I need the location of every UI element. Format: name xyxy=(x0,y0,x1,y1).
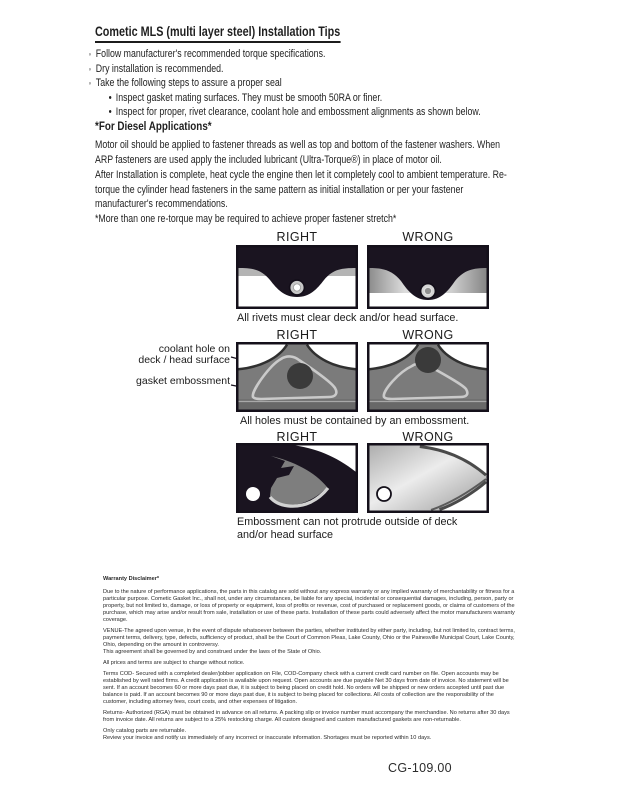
diagram-holes-right xyxy=(236,342,358,412)
returnable-line: Only catalog parts are returnable. xyxy=(103,728,187,734)
governing-law-line: This agreement shall be governed by and construed under the laws of the State of Ohio. xyxy=(103,649,322,655)
terms-paragraph: Terms COD- Secured with a completed dealer/jobber application on File, COD-Company check with a current credit card number on file. Open accounts may be established by well rated firms. A credit application is available upon request. Open accounts are due payable Net 30 days from date of invoice. No statement will be sent. If an account becomes 60 or more days past due, it is subject to being placed on credit hold. No orders will be shipped or new orders accepted until past due balance is paid. If an account becomes 90 or more days past due, it is subject to being placed for collections. All costs of collection are the responsibility of the customer, including attorney fees, court costs, and other expenses of litigation. xyxy=(103,671,509,705)
diagram-rivets-right xyxy=(236,245,358,309)
bullet-text: Dry installation is recommended. xyxy=(95,62,224,75)
caption-line: Embossment can not protrude outside of deck xyxy=(237,516,458,528)
sub-bullet-item xyxy=(89,91,514,106)
fine-print xyxy=(103,576,517,746)
annotation-line: coolant hole on xyxy=(158,343,230,355)
wrong-label-text: WRONG xyxy=(402,230,454,244)
bullet-text: Inspect for proper, rivet clearance, coolant hole and embossment alignments as shown below. xyxy=(115,106,481,119)
sub-bullet-item xyxy=(89,105,514,120)
rivets-caption: All rivets must clear deck and/or head surface. xyxy=(237,312,459,324)
returns-paragraph: Returns- Authorized (RGA) must be obtained in advance on all returns. A packing slip or invoice number must accompany the merchandise. No returns after 30 days from invoice date. All returns are subject to a 25% restocking charge. All custom designed and custom manufactured gaskets are non-returnable. xyxy=(103,710,510,723)
diagram-rivets-wrong xyxy=(367,245,489,309)
holes-caption: All holes must be contained by an embossment. xyxy=(240,415,470,427)
diagram-embossment-right xyxy=(236,443,358,513)
bullet-text: Take the following steps to assure a proper seal xyxy=(95,77,282,90)
prices-line: All prices and terms are subject to change without notice. xyxy=(103,660,245,666)
venue-paragraph: VENUE-The agreed upon venue, in the event of dispute whatsoever between the parties, whether instituted by either party, including, but not limited to, contract terms, payment terms, delivery, type, defects, sufficiency of product, shall be the Court of Common Pleas, Lake County, Ohio or the Painesville Municipal Court, Lake County, Ohio, depending on the amount in controversy. xyxy=(103,628,515,648)
right-label xyxy=(236,230,358,244)
bullet-item xyxy=(89,47,514,62)
diagram-holes-wrong xyxy=(367,342,489,412)
caption-line: and/or head surface xyxy=(237,528,334,541)
coolant-hole-annotation xyxy=(80,344,230,366)
right-label xyxy=(236,430,358,444)
retorque-note: *More than one re-torque may be required to achieve proper fastener stretch* xyxy=(95,213,397,225)
gasket-embossment-annotation: gasket embossment xyxy=(136,375,230,387)
wrong-label-text: WRONG xyxy=(402,430,454,444)
warranty-disclaimer-heading: Warranty Disclaimer* xyxy=(103,576,160,582)
embossment-caption xyxy=(237,516,487,541)
open-bullet-icon: ◦ xyxy=(88,63,92,74)
open-bullet-icon: ◦ xyxy=(88,49,92,59)
right-label-text: RIGHT xyxy=(276,328,318,342)
diesel-section-heading: *For Diesel Applications* xyxy=(95,119,212,133)
bullet-text: Follow manufacturer's recommended torque specifications. xyxy=(95,48,326,60)
motor-oil-paragraph: Motor oil should be applied to fastener threads as well as top and bottom of the fastener washers. When ARP fasteners are used apply the included lubricant (Ultra-Torque®) in place of motor oil. xyxy=(95,139,501,166)
filled-bullet-icon: • xyxy=(108,91,112,104)
wrong-label-text: WRONG xyxy=(402,328,454,342)
open-bullet-icon: ◦ xyxy=(88,78,92,89)
diagram-embossment-wrong xyxy=(367,443,489,513)
bullet-text: Inspect gasket mating surfaces. They must be smooth 50RA or finer. xyxy=(115,91,383,104)
review-invoice-line: Review your invoice and notify us immediately of any incorrect or inaccurate information. Shortages must be reported within 10 days. xyxy=(103,735,432,741)
wrong-label xyxy=(367,430,489,444)
wrong-label xyxy=(367,230,489,244)
page-code: CG-109.00 xyxy=(388,761,452,775)
right-label-text: RIGHT xyxy=(276,230,318,244)
warranty-paragraph: Due to the nature of performance applications, the parts in this catalog are sold without any express warranty or any implied warranty of merchantability or fitness for a particular purpose. Cometic Gasket Inc., shall not, under any circumstances, be liable for any special, incidental or consequential damages, including, person, party or property, but not limited to, damage, or loss of property or equipment, loss of profits or revenue, cost of purchased or replacement goods, or claims of customers of the purchase, which may arise and/or result from sale, installation or use of these parts. Installation of these parts could adversely affect the motor manufacturers warranty coverage. xyxy=(103,589,515,623)
heat-cycle-paragraph: After Installation is complete, heat cycle the engine then let it completely cool to ambient temperature. Re-torque the cylinder head fasteners in the same pattern as initial installation or per your fastener manufacturer's recommendations. xyxy=(95,169,507,210)
right-label-text: RIGHT xyxy=(276,430,318,444)
page-title: Cometic MLS (multi layer steel) Installation Tips xyxy=(95,24,340,43)
bullet-list xyxy=(89,47,514,120)
annotation-line: deck / head surface xyxy=(138,354,230,366)
wrong-label xyxy=(367,328,489,342)
right-label xyxy=(236,328,358,342)
filled-bullet-icon: • xyxy=(108,106,112,119)
bullet-item xyxy=(89,76,514,91)
bullet-item xyxy=(89,62,514,77)
